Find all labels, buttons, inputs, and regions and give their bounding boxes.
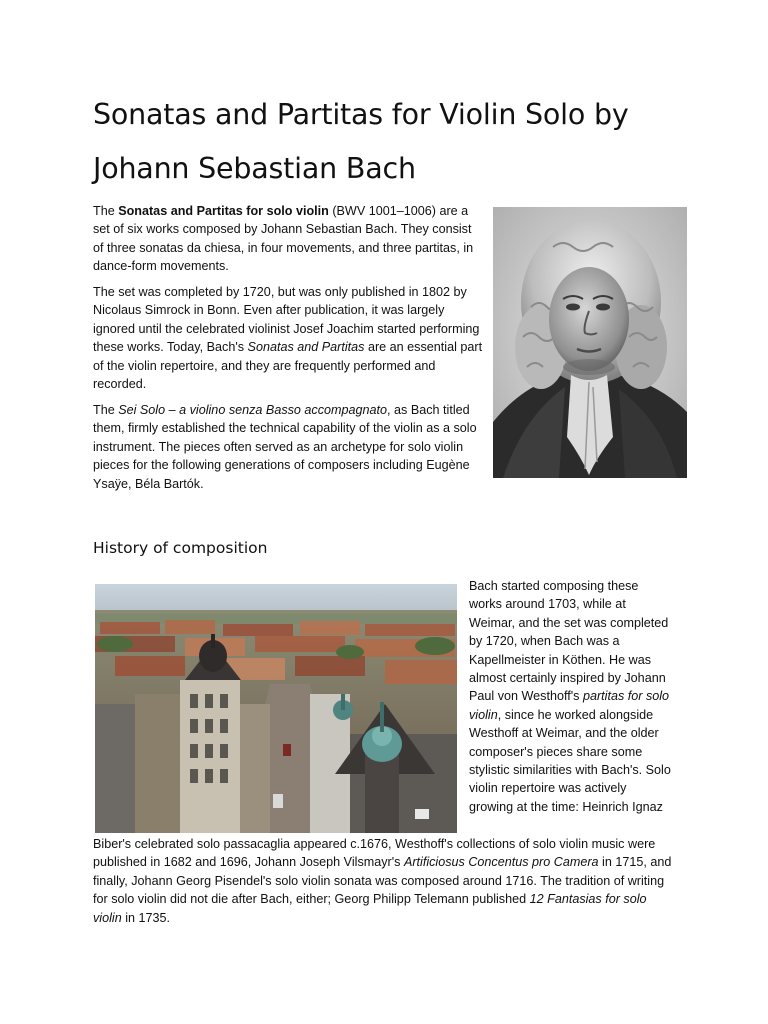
- text-run: in 1715, and finally, Johann Georg Pisendel's solo violin sonata was composed around 1716. The tradition of writing for solo violin did not die after Bach, either; Georg Philipp Telemann published: [93, 855, 672, 907]
- text-run: , since he worked alongside Westhoff at Weimar, and the older composer's pieces share some stylistic similarities with Bach's. Solo violin repertoire was actively growing at the time: Heinrich Ignaz: [469, 707, 671, 814]
- italic-title: 12 Fantasias for solo violin: [93, 892, 647, 925]
- history-paragraph-1: [469, 577, 674, 816]
- text-run: The: [93, 204, 119, 218]
- italic-title: Artificiosus Concentus pro Camera: [403, 855, 599, 870]
- weimar-cityscape-image: [95, 584, 457, 833]
- text-run: (BWV 1001–1006) are a set of six works composed by Johann Sebastian Bach. They consist of three sonatas da chiesa, in four movements, and three partitas, in dance-form movements.: [93, 204, 474, 274]
- text-run: , as Bach titled them, firmly established the technical capability of the violin as a solo instrument. The pieces often served as an archetype for solo violin pieces for the following generations of composers including Eugène Ysaÿe, Béla Bartók.: [93, 403, 477, 491]
- intro-paragraph-3: [93, 401, 485, 493]
- section-heading-history: History of composition: [93, 539, 268, 557]
- intro-paragraph-1: [93, 202, 485, 276]
- text-run: The set was completed by 1720, but was only published in 1802 by Nicolaus Simrock in Bonn. Even after publication, it was largely ignored until the celebrated violinist Josef Joachim started performing these works. Today, Bach's: [93, 285, 480, 355]
- text-run: Bach started composing these works around 1703, while at Weimar, and the set was completed by 1720, when Bach was a Kapellmeister in Köthen. He was almost certainly inspired by Johann Paul von Westhoff's: [469, 579, 669, 704]
- intro-paragraph-2: [93, 283, 485, 393]
- text-run: in 1735.: [121, 910, 171, 925]
- bold-term: Sonatas and Partitas for solo violin: [118, 204, 329, 218]
- bach-portrait-drawing: [493, 207, 687, 478]
- text-run: Biber's celebrated solo passacaglia appeared c.1676, Westhoff's collections of solo violin music were published in 1682 and 1696, Johann Joseph Vilsmayr's: [93, 837, 656, 870]
- italic-title: Sei Solo – a violino senza Basso accompagnato: [118, 403, 388, 417]
- history-paragraph-2: [93, 835, 675, 927]
- page-title: Sonatas and Partitas for Violin Solo by Johann Sebastian Bach: [93, 98, 629, 185]
- italic-title: partitas for solo violin: [469, 689, 670, 722]
- cityscape-drawing: [95, 584, 457, 833]
- bach-portrait-image: [493, 207, 687, 478]
- italic-title: Sonatas and Partitas: [247, 340, 365, 355]
- text-run: are an essential part of the violin repertoire, and they are frequently performed and recorded.: [93, 340, 483, 392]
- text-run: The: [93, 403, 119, 417]
